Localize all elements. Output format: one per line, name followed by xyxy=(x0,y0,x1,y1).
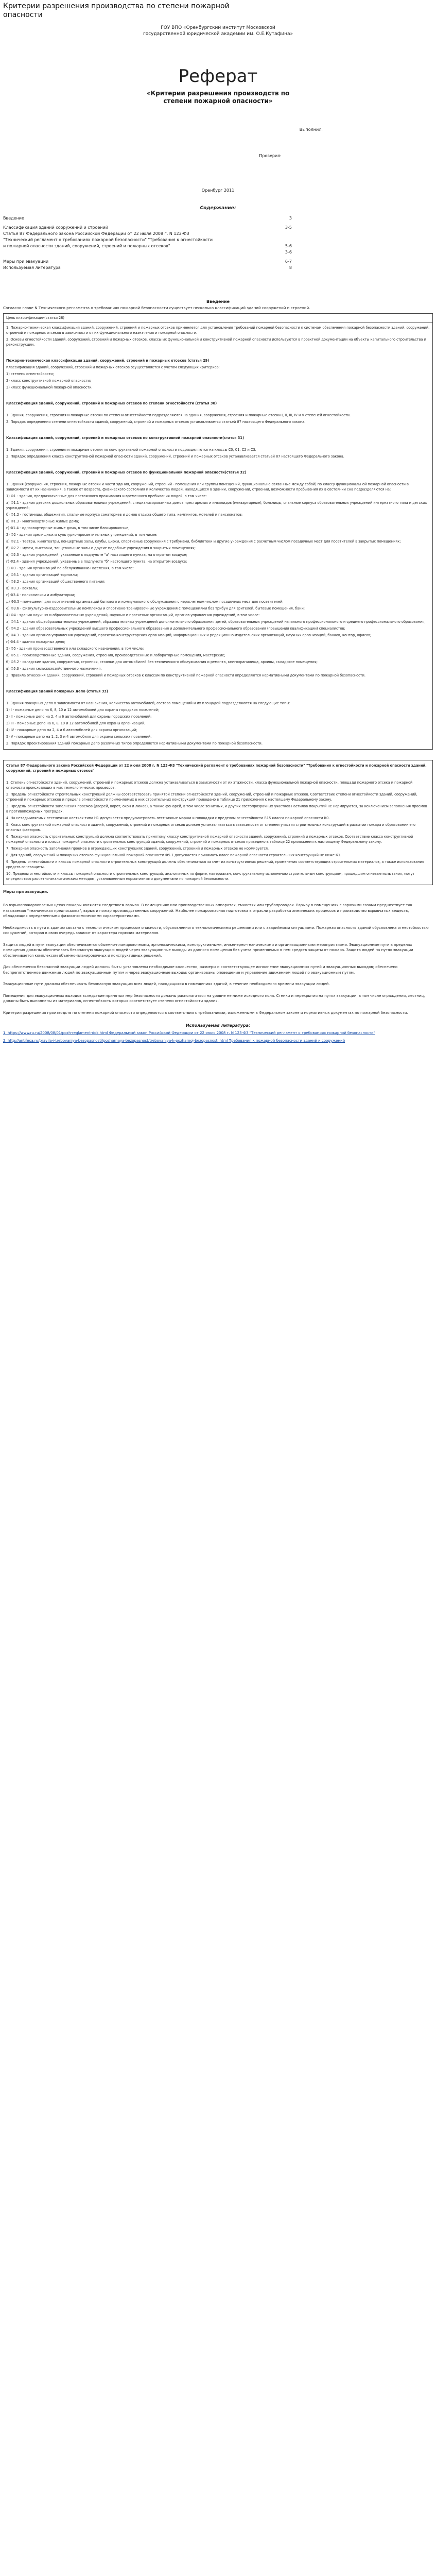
paragraph: 2. Порядок определения класса конструктивной пожарной опасности зданий, сооружений, строений и пожарных отсеков устанавливается статьей 87 настоящего Федерального закона. xyxy=(6,454,344,459)
paragraph: Эвакуационные пути должны обеспечивать безопасную эвакуацию всех людей, находящихся в помещениях зданий, в течение необходимого времени эвакуации людей. xyxy=(3,982,330,986)
paragraph: 1. Здания пожарных депо в зависимости от назначения, количества автомобилей, состава помещений и их площадей подразделяются на следующие типы: xyxy=(6,701,290,705)
list-item: 4) IV - пожарные депо на 2, 4 и 6 автомобилей для охраны организаций; xyxy=(6,727,137,732)
list-item: е) Ф3.6 - физкультурно-оздоровительные комплексы и спортивно-тренировочные учреждения с помещениями без трибун для зрителей, бытовые помещения, бани; xyxy=(6,606,305,611)
toc-title: Содержание: xyxy=(200,206,236,211)
paragraph: 7. Пожарная опасность заполнения проемов в ограждающих конструкциях зданий, сооружений, строений и пожарных отсеков не нормируется. xyxy=(6,846,269,851)
section-heading: Классификация зданий, сооружений, строений и пожарных отсеков по конструктивной пожарной опасности(статья 31) xyxy=(6,435,244,440)
paragraph: 2. Порядок проектирования зданий пожарных депо различных типов определяется нормативными документами по пожарной безопасности. xyxy=(6,741,263,745)
section-heading: Классификация зданий пожарных депо (статья 33) xyxy=(6,689,108,693)
toc-row-page xyxy=(286,231,292,237)
section-heading: Классификация зданий, сооружений, строений и пожарных отсеков по степени огнестойкости (статья 30) xyxy=(6,401,217,405)
list-item: б) Ф3.2 - здания организаций общественного питания; xyxy=(6,579,106,584)
institution-line-1: ГОУ ВПО «Оренбургский институт Московской xyxy=(161,25,275,30)
list-item: б) Ф1.2 - гостиницы, общежития, спальные корпуса санаториев и домов отдыха общего типа, кемпингов, мотелей и пансионатов; xyxy=(6,512,243,517)
paragraph: 3. Пределы огнестойкости заполнения проемов (дверей, ворот, окон и люков), а также фонарей, в том числе зенитных, и других светопрозрачных участков настилов покрытий не нормируются, за исключением заполнения проемов в противопожарных преградах. xyxy=(6,804,427,814)
list-item: а) Ф5.1 - производственные здания, сооружения, строения, производственные и лабораторные помещения, мастерские; xyxy=(6,653,225,657)
paragraph: Необходимость в пути к зданию связано с технологическим процессом опасности, обусловленного технологическими решениями или с аварийными ситуациями. Пожарная опасность зданий обусловлена огнестойкостью сооружений, которая в свою очередь зависит от характера горючих материалов. xyxy=(3,925,429,935)
list-item: 3) III - пожарные депо на 6, 8, 10 и 12 автомобилей для охраны организаций; xyxy=(6,721,146,725)
list-item: 5) Ф5 - здания производственного или складского назначения, в том числе: xyxy=(6,646,144,651)
paragraph: Помещения для эвакуационных выходов вследствие принятых мер безопасности должны располагаться на уровне не ниже исходного пола. Стенки и перекрытия на путях эвакуации, в том числе ограждения, лестниц, должны быть выполнены из материалов, огнестойкость которых соответствует степени огнестойкости здания. xyxy=(3,993,425,1003)
toc-row-text: Меры при эвакуации xyxy=(3,259,49,264)
toc-row-page: 3 xyxy=(289,216,292,221)
table-of-contents xyxy=(0,215,436,271)
toc-row-text: Используемая литература xyxy=(3,265,61,270)
toc-row-page: 3-5 xyxy=(285,225,292,230)
list-item: 3) Ф3 - здания организаций по обслуживанию населения, в том числе: xyxy=(6,566,134,570)
list-item: а) Ф4.1 - здания общеобразовательных учреждений, образовательных учреждений дополнительного образования детей, образовательных учреждений начального профессионального и среднего профессионального образования; xyxy=(6,619,426,624)
paragraph: 2. Правила отнесения зданий, сооружений, строений и пожарных отсеков к классам по конструктивной пожарной опасности определяются нормативными документами по пожарной безопасности. xyxy=(6,673,366,677)
paragraph: 1. Здания (сооружения, строения, пожарные отсеки и части здания, сооружений, строений - помещения или группы помещений, функционально связанные между собой) по классу функциональной пожарной опасности в зависимости от их назначения, а также от возраста, физического состояния и количества людей, находящихся в здании, сооружении, строении, возможности пребывания их в состоянии сна подразделяются на: xyxy=(6,482,409,492)
list-item: д) Ф3.5 - помещения для посетителей организаций бытового и коммунального обслуживания с нерасчетным числом посадочных мест для посетителей; xyxy=(6,599,284,604)
toc-row-page: 6-7 xyxy=(285,259,292,264)
intro-paragraph: Согласно главе N Технического регламента о требованиях пожарной безопасности существует несколько классификаций зданий сооружений и строений. xyxy=(3,306,310,310)
section-heading: Меры при эвакуации. xyxy=(3,889,48,894)
list-item: а) Ф3.1 - здания организаций торговли; xyxy=(6,572,78,577)
list-item: а) Ф2.1 - театры, кинотеатры, концертные залы, клубы, цирки, спортивные сооружения с трибунами, библиотеки и другие учреждения с расчетным числом посадочных мест для посетителей в закрытых помещениях; xyxy=(6,539,401,544)
evacuation-section xyxy=(0,889,436,1016)
article-87-box xyxy=(3,760,433,885)
toc-row-page: 8 xyxy=(289,265,292,270)
paragraph: Для обеспечения безопасной эвакуации людей должны быть: установлены необходимое количество, размеры и соответствующее исполнение эвакуационных путей и эвакуационных выходов; обеспечено беспрепятственное движение людей по эвакуационным путям и через эвакуационные выходы; организованы оповещение и управление движением людей по эвакуационным путям. xyxy=(3,965,398,975)
classification-goal: Цель классификации(статья 28) xyxy=(6,315,64,320)
classification-box xyxy=(3,313,433,750)
list-item: 4) Ф4 - здания научных и образовательных учреждений, научных и проектных организаций, органов управления учреждений, в том числе: xyxy=(6,613,260,617)
paragraph: 2. Основы огнестойкости зданий, сооружений, строений и пожарных отсеков, классы их функциональной и конструктивной пожарной опасности используются в проектной документации на объекты капитального строительства и реконструкции. xyxy=(6,337,426,347)
document-title: Критерии разрешения производства по степени пожарной опасности xyxy=(3,2,230,19)
performer-label: Выполнил: xyxy=(299,127,323,132)
bibliography xyxy=(0,1030,436,1043)
list-item: в) Ф1.3 - многоквартирные жилые дома; xyxy=(6,519,79,523)
doc-subtitle-line-1: «Критерии разрешения производств по xyxy=(146,90,290,97)
doc-type-heading: Реферат xyxy=(178,66,258,87)
paragraph: 1. Степень огнестойкости зданий, сооружений, строений и пожарных отсеков должна устанавливаться в зависимости от их этажности, класса функциональной пожарной опасности, площади пожарного отсека и пожарной опасности происходящих в них технологических процессов. xyxy=(6,780,413,790)
toc-row-text: и пожарной опасности зданий, сооружений, строений и пожарных отсеков" xyxy=(3,244,170,248)
toc-row[interactable] xyxy=(3,225,292,231)
city-year: Оренбург 2011 xyxy=(201,188,235,193)
bibliography-link[interactable]: 2. http://antifeca.ru/pravila-i-trebovaniya-bezopasnosti/pozharnaya-bezopasnost/trebovaniya-k-pozharnoj-bezopasnosti.html Требования к пожарной безопасности зданий и сооружений xyxy=(3,1038,345,1043)
list-item: 3) класс функциональной пожарной опасности. xyxy=(6,385,93,389)
paragraph: 2. Пределы огнестойкости строительных конструкций должны соответствовать принятой степени огнестойкости зданий, сооружений, строений и пожарных отсеков. Соответствие степени огнестойкости зданий, сооружений, строений и пожарных отсеков и предела огнестойкости применяемых в них строительных конструкций приведено в таблице 21 приложения к настоящему Федеральному закону. xyxy=(6,792,417,802)
section-heading: Классификация зданий, сооружений, строений и пожарных отсеков по функциональной пожарной опасности(статья 32) xyxy=(6,470,247,474)
institution-line-2: государственной юридической академии им. О.Е.Кутафина» xyxy=(143,31,293,37)
section-heading: Пожарно-техническая классификация зданий, сооружений, строений и пожарных отсеков (статья 29) xyxy=(6,358,210,363)
list-item: б) Ф2.2 - музеи, выставки, танцевальные залы и другие подобные учреждения в закрытых помещениях; xyxy=(6,546,196,550)
checker-label: Проверил: xyxy=(259,154,282,158)
toc-row-page: 3-6 xyxy=(285,250,292,255)
list-item: г) Ф1.4 - одноквартирные жилые дома, в том числе блокированные; xyxy=(6,526,130,530)
list-item: 5) V - пожарные депо на 1, 2, 3 и 4 автомобиля для охраны сельских поселений. xyxy=(6,734,152,739)
paragraph: 4. На незадымляемых лестничных клетках типа Н1 допускается предусматривать лестничные марши и площадки с пределом огнестойкости R15 класса пожарной опасности К0. xyxy=(6,816,330,820)
paragraph: 1. Пожарно-техническая классификация зданий, сооружений, строений и пожарных отсеков применяется для установления требований пожарной безопасности к системам обеспечения пожарной безопасности зданий, сооружений, строений и пожарных отсеков в зависимости от их функционального назначения и пожарной опасности. xyxy=(6,325,430,335)
list-item: в) Ф5.3 - здания сельскохозяйственного назначения. xyxy=(6,666,102,671)
list-item: в) Ф2.3 - здания учреждений, указанные в подпункте "а" настоящего пункта, на открытом воздухе; xyxy=(6,552,187,557)
list-item: в) Ф4.3 - здания органов управления учреждений, проектно-конструкторских организаций, информационных и редакционно-издательских организаций, научных организаций, банков, контор, офисов; xyxy=(6,633,372,637)
toc-row-text: Введение xyxy=(3,216,24,221)
toc-row-text: "Технический регламент о требованиях пожарной безопасности" "Требования к огнестойкости xyxy=(3,238,213,242)
section-heading: Статья 87 Федерального закона Российской Федерации от 22 июля 2008 г. N 123-ФЗ "Технический регламент о требованиях пожарной безопасности" "Требования к огнестойкости и пожарной опасности зданий, сооружений, строений и пожарных отсеков" xyxy=(6,763,427,773)
toc-row[interactable] xyxy=(3,231,292,237)
list-item: а) Ф1.1 - здания детских дошкольных образовательных учреждений, специализированных домов престарелых и инвалидов (неквартирные), больницы, спальные корпуса образовательных учреждений интернатного типа и детских учреждений; xyxy=(6,500,427,510)
list-item: б) Ф4.2 - здания образовательных учреждений высшего профессионального образования и дополнительного профессионального образования (повышения квалификации) специалистов; xyxy=(6,626,345,631)
doc-subtitle xyxy=(0,90,436,105)
list-item: 1) Ф1 - здания, предназначенные для постоянного проживания и временного пребывания людей, в том числе: xyxy=(6,494,207,498)
list-item: 1) степень огнестойкости; xyxy=(6,371,54,376)
toc-row-page xyxy=(286,237,292,243)
list-item: в) Ф3.3 - вокзалы; xyxy=(6,586,39,590)
institution-header xyxy=(0,25,436,37)
doc-subtitle-line-2: степени пожарной опасности» xyxy=(163,97,273,105)
toc-row[interactable] xyxy=(3,215,292,222)
paragraph: 6. Пожарная опасность строительных конструкций должна соответствовать принятому классу конструктивной пожарной опасности зданий, сооружений, строений и пожарных отсеков. Соответствие класса конструктивной пожарной опасности и класса пожарной опасности строительных конструкций зданий, сооружений, строений и пожарных отсеков приведено в таблице 22 приложения к настоящему Федеральному закону. xyxy=(6,834,413,844)
paragraph: 10. Пределы огнестойкости и классы пожарной опасности строительных конструкций, аналогичных по форме, материалам, конструктивному исполнению строительным конструкциям, прошедшим огневые испытания, могут определяться расчетно-аналитическим методом, установленным нормативными документами по пожарной безопасности. xyxy=(6,871,415,881)
paragraph: 2. Порядок определения степени огнестойкости зданий, сооружений, строений и пожарных отсеков устанавливается статьей 87 настоящего Федерального закона. xyxy=(6,419,306,424)
toc-row-text: Статья 87 Федерального закона Российской Федерации от 22 июля 2008 г. N 123-ФЗ xyxy=(3,231,189,236)
list-item: 1) I - пожарные депо на 6, 8, 10 и 12 автомобилей для охраны городских поселений; xyxy=(6,707,160,712)
paragraph: Классификация зданий, сооружений, строений и пожарных отсеков осуществляется с учетом следующих критериев: xyxy=(6,365,220,369)
paragraph: 1. Здания, сооружения, строения и пожарные отсеки по степени огнестойкости подразделяются на здания, сооружения, строения и пожарные отсеки I, II, III, IV и V степеней огнестойкости. xyxy=(6,413,351,417)
paragraph: Защита людей в пути эвакуации обеспечивается объемно-планировочными, эргономическими, конструктивными, инженерно-техническими и организационными мероприятиями. Эвакуационные пути в пределах помещения должны обеспечивать безопасную эвакуацию людей через эвакуационные выходы из данного помещения без учета применяемых в нем средств защиты от пожара. Защита людей на путях эвакуации обеспечивается комплексом объемно-планировочных и конструктивных решений. xyxy=(3,942,413,958)
bibliography-title: Используемая литература: xyxy=(185,1023,251,1028)
list-item: б) Ф5.2 - складские здания, сооружения, строения, стоянки для автомобилей без технического обслуживания и ремонта, книгохранилища, архивы, складские помещения; xyxy=(6,659,318,664)
paragraph: Во взрывопожароопасных цехах пожары являются следствием взрыва. В помещениях или производственных аппаратах, емкостях или трубопроводах. Взрыву в помещениях с горючими газами предшествует так называемая "техническая предпосылка", взрыв и пожар производственных сооружений. Наиболее пожароопасная подготовка в отрасли разработка химических процессов и производство взрывчатых веществ, обладающих определенными физико-химическими характеристиками. xyxy=(3,903,412,918)
toc-row[interactable] xyxy=(3,243,292,249)
list-item: 2) II - пожарные депо на 2, 4 и 6 автомобилей для охраны городских поселений; xyxy=(6,714,152,719)
paragraph: 9. Пределы огнестойкости и классы пожарной опасности строительных конструкций должны обеспечиваться за счет их конструктивных решений, применения соответствующих строительных материалов, а также использования средств огнезащиты. xyxy=(6,859,424,869)
toc-row-page: 5-6 xyxy=(285,244,292,248)
list-item: 2) класс конструктивной пожарной опасности; xyxy=(6,378,91,383)
list-item: 2) Ф2 - здания зрелищных и культурно-просветительных учреждений, в том числе: xyxy=(6,532,158,537)
list-item: г) Ф4.4 - здания пожарных депо; xyxy=(6,639,65,644)
list-item: г) Ф3.4 - поликлиники и амбулатории; xyxy=(6,592,75,597)
paragraph: 5. Класс конструктивной пожарной опасности зданий, сооружений, строений и пожарных отсеков должен устанавливаться в зависимости от степени участия строительных конструкций в развитии пожара и образовании его опасных факторов. xyxy=(6,822,416,832)
paragraph: 8. Для зданий, сооружений и пожарных отсеков функциональной пожарной опасности Ф5.1 допускается принимать класс пожарной опасности строительных конструкций не ниже К1. xyxy=(6,853,342,857)
bibliography-link[interactable]: 1. https://www.ru.ru/2008/08/01/pozh-reglament-dok.html Федеральный закон Российской Федерации от 22 июля 2008 г. N 123-ФЗ "Технический регламент о требованиях пожарной безопасности" xyxy=(3,1031,375,1035)
toc-row[interactable] xyxy=(3,265,292,271)
list-item: г) Ф2.4 - здания учреждений, указанные в подпункте "б" настоящего пункта, на открытом воздухе; xyxy=(6,559,187,564)
intro-heading: Введение xyxy=(206,299,230,304)
toc-row[interactable] xyxy=(3,249,292,256)
toc-row[interactable] xyxy=(3,259,292,265)
paragraph: Критерии разрешения производств по степени пожарной опасности определяются в соответствии с требованиями, изложенными в Федеральном законе и нормативных документах по пожарной безопасности. xyxy=(3,1010,408,1015)
paragraph: 1. Здания, сооружения, строения и пожарные отсеки по конструктивной пожарной опасности подразделяются на классы С0, С1, С2 и С3. xyxy=(6,447,256,452)
toc-row[interactable] xyxy=(3,237,292,243)
toc-row-text: Классификация зданий сооружений и строений xyxy=(3,225,108,230)
